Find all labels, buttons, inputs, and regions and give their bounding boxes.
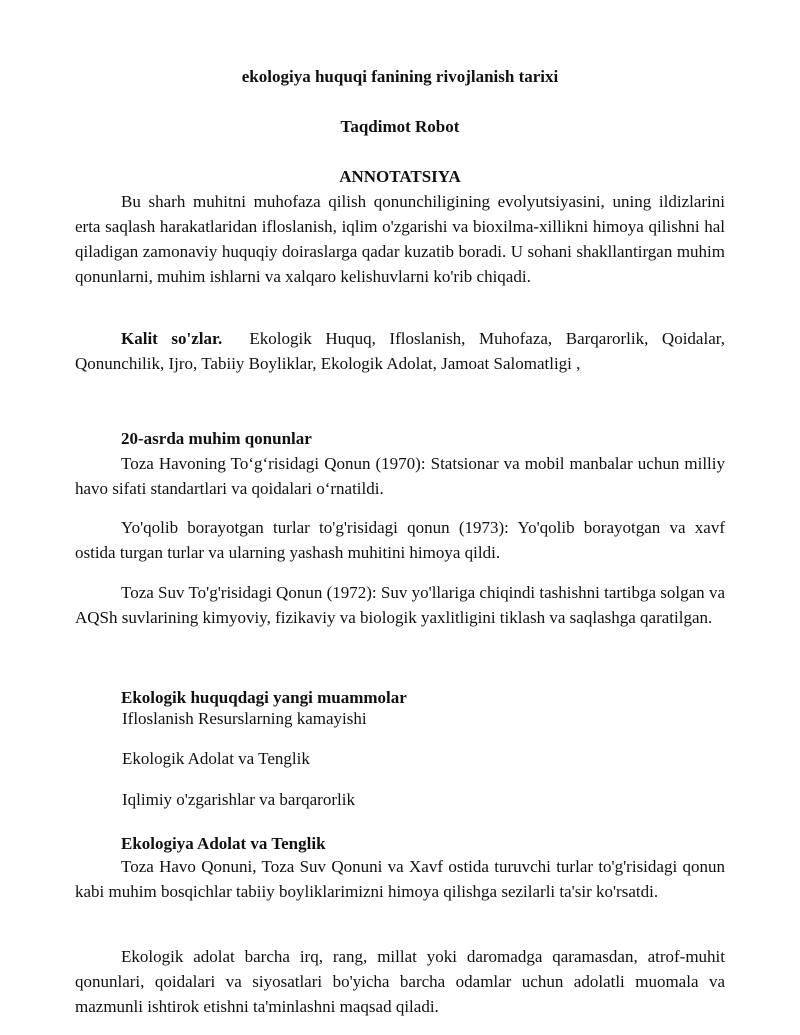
list-item: Iqlimiy o'zgarishlar va barqarorlik — [122, 790, 355, 809]
section1-paragraph — [75, 451, 725, 501]
paragraph-clean-water-act: Toza Suv To'g'risidagi Qonun (1972): Suv yo'llariga chiqindi tashishni tartibga solgan va AQSh suvlarining kimyoviy, fizikaviy va biologik yaxlitligini tiklash va saqlashga qaratilgan. — [75, 583, 725, 627]
keywords-line — [75, 326, 725, 376]
section-heading-laws: 20-asrda muhim qonunlar — [121, 429, 312, 448]
document-author: Taqdimot Robot — [340, 117, 460, 136]
section1-paragraph — [75, 580, 725, 630]
paragraph-environmental-justice: Ekologik adolat barcha irq, rang, millat yoki daromadga qaramasdan, atrof-muhit qonunlari, qoidalari va siyosatlari bo'yicha barcha odamlar uchun adolatli muomala va mazmunli ishtirok etishni ta'minlashni maqsad qiladi. — [75, 947, 725, 1016]
section1-paragraph — [75, 515, 725, 565]
annotation-text: Bu sharh muhitni muhofaza qilish qonunchiligining evolyutsiyasini, uning ildizlarini erta saqlash harakatlaridan ifloslanish, iqlim o'zgarishi va bioxilma-xillikni himoya qilishni hal qiladigan zamonaviy huquqiy doiraslarga qadar kuzatib boradi. U sohani shakllantirgan muhim qonunlarni, muhim ishlarni va xalqaro kelishuvlarni ko'rib chiqadi. — [75, 192, 725, 286]
paragraph-clean-air-act: Toza Havoning To‘g‘risidagi Qonun (1970): Statsionar va mobil manbalar uchun milliy havo sifati standartlari va qoidalari o‘rnatildi. — [75, 454, 725, 498]
list-item: Ekologik Adolat va Tenglik — [122, 749, 310, 768]
section-heading-justice: Ekologiya Adolat va Tenglik — [121, 834, 326, 853]
annotation-paragraph — [75, 189, 725, 289]
keywords-text: Ekologik Huquq, Ifloslanish, Muhofaza, Barqarorlik, Qoidalar, Qonunchilik, Ijro, Tabiiy Boyliklar, Ekologik Adolat, Jamoat Salomatligi , — [75, 329, 725, 373]
section3-paragraph — [75, 944, 725, 1019]
paragraph-endangered-species-act: Yo'qolib borayotgan turlar to'g'risidagi qonun (1973): Yo'qolib borayotgan va xavf ostida turgan turlar va ularning yashash muhitini himoya qildi. — [75, 518, 725, 562]
section-heading-new-problems: Ekologik huquqdagi yangi muammolar — [121, 688, 407, 707]
document-title: ekologiya huquqi fanining rivojlanish tarixi — [241, 67, 559, 86]
paragraph-milestones: Toza Havo Qonuni, Toza Suv Qonuni va Xavf ostida turuvchi turlar to'g'risidagi qonun kabi muhim bosqichlar tabiiy boyliklarimizni himoya qilishga sezilarli ta'sir ko'rsatdi. — [75, 857, 725, 901]
keywords-label: Kalit so'zlar. — [121, 329, 223, 348]
section3-paragraph — [75, 854, 725, 904]
list-item: Ifloslanish Resurslarning kamayishi — [122, 709, 367, 728]
keywords-paragraph — [75, 326, 725, 376]
annotation-heading: ANNOTATSIYA — [339, 167, 461, 186]
